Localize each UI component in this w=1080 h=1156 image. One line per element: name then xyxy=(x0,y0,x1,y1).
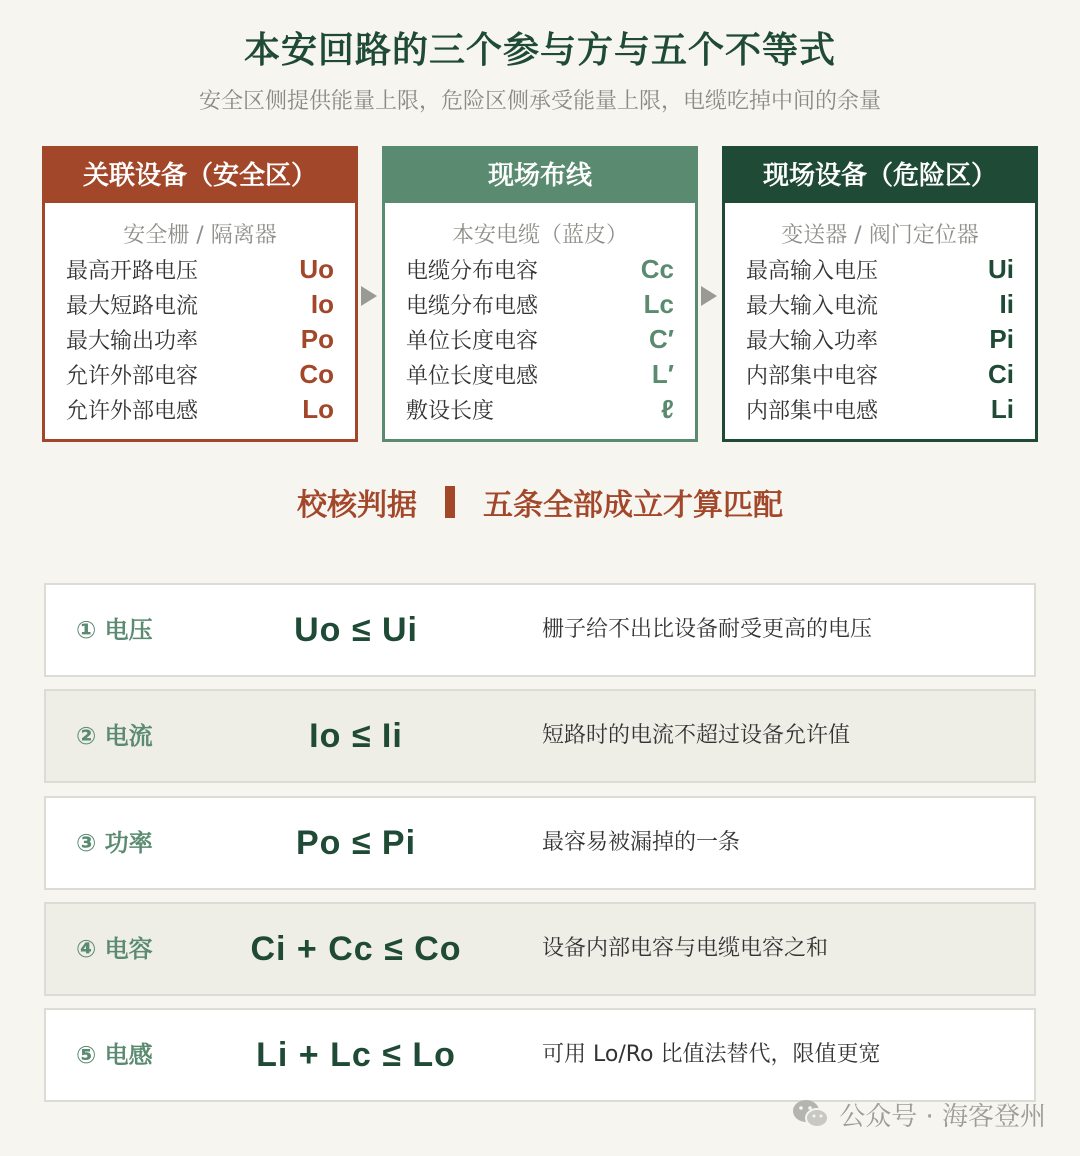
param-row xyxy=(728,322,1032,357)
param-row xyxy=(728,392,1032,427)
panel-associated-equipment xyxy=(42,146,358,442)
param-label: 内部集中电容 xyxy=(746,364,879,389)
param-symbol: ℓ xyxy=(661,394,674,424)
param-symbol: Cc xyxy=(640,254,674,284)
param-symbol: Po xyxy=(300,324,334,354)
param-symbol: Pi xyxy=(989,324,1014,354)
param-label: 单位长度电感 xyxy=(406,364,539,389)
panel-header: 现场设备（危险区） xyxy=(725,149,1035,203)
separator-bar xyxy=(445,486,455,518)
param-label: 电缆分布电感 xyxy=(406,294,539,319)
condition-note: 可用 Lo/Ro 比值法替代，限值更宽 xyxy=(542,1042,881,1067)
condition-row xyxy=(44,902,1036,996)
param-symbol: Co xyxy=(299,359,334,389)
condition-note: 栅子给不出比设备耐受更高的电压 xyxy=(542,617,873,642)
param-label: 允许外部电感 xyxy=(66,399,199,424)
param-label: 最大输入电流 xyxy=(746,294,879,319)
panel-field-wiring xyxy=(382,146,698,442)
arrow-right-icon xyxy=(701,286,717,306)
wechat-icon xyxy=(791,1098,831,1130)
param-symbol: Uo xyxy=(299,254,334,284)
check-heading-left: 校核判据 xyxy=(297,488,417,523)
param-label: 最高输入电压 xyxy=(746,259,879,284)
condition-label: ③ 功率 xyxy=(76,829,153,857)
watermark-text: 公众号 · 海客登州 xyxy=(839,1101,1046,1132)
condition-formula: Po ≤ Pi xyxy=(295,824,417,862)
param-label: 最高开路电压 xyxy=(66,259,199,284)
param-label: 内部集中电感 xyxy=(746,399,879,424)
param-row xyxy=(728,357,1032,392)
condition-formula: Uo ≤ Ui xyxy=(294,611,418,649)
param-symbol: Io xyxy=(310,289,334,319)
param-label: 敷设长度 xyxy=(406,399,495,424)
condition-note: 最容易被漏掉的一条 xyxy=(542,830,741,855)
param-label: 允许外部电容 xyxy=(66,364,199,389)
condition-row xyxy=(44,583,1036,677)
panel-subtitle: 本安电缆（蓝皮） xyxy=(451,223,628,248)
param-label: 最大输出功率 xyxy=(66,329,199,354)
condition-label: ⑤ 电感 xyxy=(76,1041,153,1069)
param-row xyxy=(388,287,692,322)
param-row xyxy=(728,252,1032,287)
condition-label: ① 电压 xyxy=(76,616,153,644)
condition-row xyxy=(44,796,1036,890)
param-symbol: Ui xyxy=(988,254,1014,284)
param-symbol: Ii xyxy=(999,289,1014,319)
panel-header: 现场布线 xyxy=(385,149,695,203)
condition-formula: Io ≤ Ii xyxy=(309,717,403,755)
param-row xyxy=(48,322,352,357)
panel-subtitle: 变送器 / 阀门定位器 xyxy=(781,223,979,248)
panel-header: 关联设备（安全区） xyxy=(45,149,355,203)
arrow-right-icon xyxy=(361,286,377,306)
param-row xyxy=(48,392,352,427)
condition-formula: Ci + Cc ≤ Co xyxy=(250,930,462,968)
condition-row xyxy=(44,1008,1036,1102)
param-row xyxy=(388,357,692,392)
watermark xyxy=(791,1094,1046,1134)
page-subtitle: 安全区侧提供能量上限，危险区侧承受能量上限，电缆吃掉中间的余量 xyxy=(198,89,881,114)
param-label: 最大输入功率 xyxy=(746,329,879,354)
param-symbol: L′ xyxy=(651,359,674,389)
param-row xyxy=(388,392,692,427)
panel-field-device xyxy=(722,146,1038,442)
condition-label: ② 电流 xyxy=(76,722,153,750)
check-heading-right: 五条全部成立才算匹配 xyxy=(483,488,783,523)
condition-row xyxy=(44,689,1036,783)
panel-subtitle: 安全栅 / 隔离器 xyxy=(123,223,277,248)
param-row xyxy=(388,252,692,287)
condition-formula: Li + Lc ≤ Lo xyxy=(256,1036,456,1074)
param-row xyxy=(388,322,692,357)
param-row xyxy=(48,252,352,287)
param-symbol: Li xyxy=(990,394,1014,424)
condition-note: 短路时的电流不超过设备允许值 xyxy=(542,723,851,748)
param-label: 最大短路电流 xyxy=(66,294,199,319)
condition-label: ④ 电容 xyxy=(76,935,153,963)
param-symbol: Ci xyxy=(988,359,1014,389)
param-symbol: Lc xyxy=(643,289,674,319)
param-symbol: Lo xyxy=(302,394,334,424)
condition-note: 设备内部电容与电缆电容之和 xyxy=(542,936,829,961)
page-title: 本安回路的三个参与方与五个不等式 xyxy=(243,30,836,71)
param-row xyxy=(728,287,1032,322)
check-heading xyxy=(0,480,1080,524)
param-symbol: C′ xyxy=(648,324,674,354)
param-label: 单位长度电容 xyxy=(406,329,539,354)
param-row xyxy=(48,287,352,322)
param-row xyxy=(48,357,352,392)
param-label: 电缆分布电容 xyxy=(406,259,539,284)
